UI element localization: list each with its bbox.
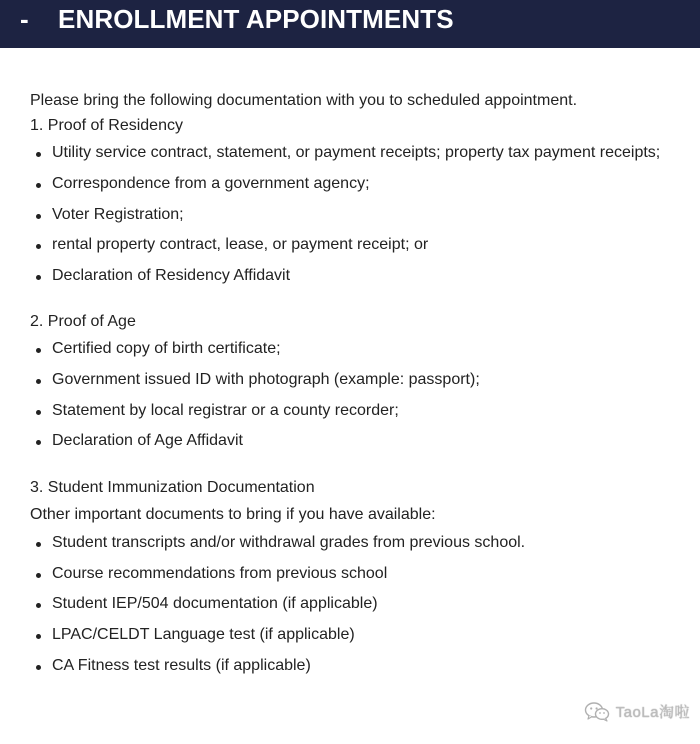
intro-text: Please bring the following documentation with you to scheduled appointment.: [30, 92, 578, 109]
list-item: Student IEP/504 documentation (if applicable): [52, 589, 700, 620]
watermark-text: TaoLa淘啦: [615, 704, 690, 721]
residency-list: [30, 138, 700, 292]
list-item: Correspondence from a government agency;: [52, 169, 700, 200]
residency-heading: 1. Proof of Residency: [30, 117, 183, 134]
other-documents-list: [30, 528, 700, 682]
list-item: Course recommendations from previous school: [52, 559, 700, 590]
accordion-header[interactable]: [0, 0, 700, 48]
list-item: Student transcripts and/or withdrawal grades from previous school.: [52, 528, 700, 559]
other-documents-note: Other important documents to bring if you have available:: [30, 505, 436, 523]
list-item: CA Fitness test results (if applicable): [52, 651, 700, 682]
age-heading: 2. Proof of Age: [30, 312, 136, 330]
collapse-toggle-icon[interactable]: -: [20, 4, 29, 34]
section-title: ENROLLMENT APPOINTMENTS: [58, 4, 454, 34]
list-item: Government issued ID with photograph (example: passport);: [52, 365, 700, 396]
list-item: Certified copy of birth certificate;: [52, 334, 700, 365]
watermark: [584, 701, 690, 722]
list-item: Declaration of Residency Affidavit: [52, 261, 700, 292]
list-item: Statement by local registrar or a county recorder;: [52, 396, 700, 427]
list-item: Utility service contract, statement, or payment receipts; property tax payment receipts;: [52, 138, 700, 169]
immunization-heading: 3. Student Immunization Documentation: [30, 478, 315, 496]
list-item: Declaration of Age Affidavit: [52, 426, 700, 457]
age-list: [30, 334, 700, 457]
list-item: Voter Registration;: [52, 200, 700, 231]
list-item: LPAC/CELDT Language test (if applicable): [52, 620, 700, 651]
wechat-icon: [584, 701, 610, 722]
accordion-content: [30, 48, 700, 682]
list-item: rental property contract, lease, or payment receipt; or: [52, 230, 700, 261]
